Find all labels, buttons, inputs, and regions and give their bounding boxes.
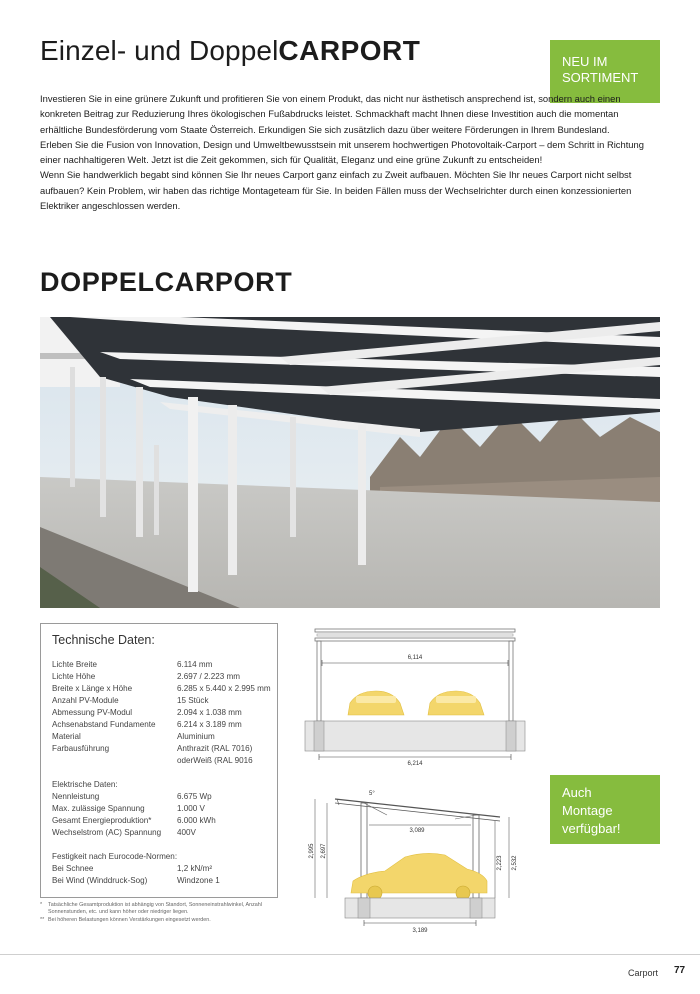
spec-row: [52, 803, 277, 815]
roof-angle-label: 5°: [369, 791, 375, 797]
spec-row: [52, 755, 277, 767]
side-depth-axes-label: 3,189: [412, 928, 428, 934]
height-front-label: 2,697: [321, 843, 327, 859]
spec-label: Breite x Länge x Höhe: [52, 684, 133, 693]
spec-row: [52, 707, 277, 719]
spec-row: [52, 659, 277, 671]
montage-line: Auch: [562, 785, 592, 800]
strength-heading: Festigkeit nach Eurocode-Normen:: [52, 852, 178, 861]
height-rear-label: 2,223: [497, 855, 503, 871]
spec-value: 1,2 kN/m²: [177, 864, 213, 873]
spec-label: Farbausführung: [52, 744, 110, 753]
montage-line: Montage: [562, 803, 613, 818]
page-number: 77: [674, 965, 686, 976]
spec-value: 400V: [177, 828, 196, 837]
spec-row: [52, 815, 277, 827]
spec-row: [52, 827, 277, 839]
spec-label: Achsenabstand Fundamente: [52, 720, 156, 729]
montage-line: verfügbar!: [562, 821, 621, 836]
spec-label: Bei Wind (Winddruck-Sog): [52, 876, 148, 885]
spec-value: 15 Stück: [177, 696, 209, 705]
technical-data-box: [40, 623, 278, 898]
page-title: [40, 34, 420, 68]
front-axes-width-label: 6,214: [407, 761, 423, 767]
spec-row: [52, 683, 277, 695]
spec-label: Wechselstrom (AC) Spannung: [52, 828, 162, 837]
spec-value: 6.000 kWh: [177, 816, 216, 825]
footnote-mark: **: [40, 916, 45, 923]
spec-value: 2.697 / 2.223 mm: [177, 672, 240, 681]
spec-value: Anthrazit (RAL 7016): [177, 744, 253, 753]
height-total-label: 2,995: [309, 843, 315, 859]
spec-value: 1.000 V: [177, 804, 205, 813]
intro-paragraph: Erleben Sie die Fusion von Innovation, Design und Umweltbewusstsein mit unserem hochwertigen Photovoltaik-Carport – dem Schritt in Richtung einer nachhaltigeren Welt. Jetzt ist die Zeit gekommen, sich für Qualität, Eleganz und eine grüne Zukunft zu entscheiden!: [40, 138, 644, 166]
spec-label: Nennleistung: [52, 792, 100, 801]
spec-row: [52, 791, 277, 803]
spec-label: Max. zulässige Spannung: [52, 804, 145, 813]
spec-row: [52, 863, 277, 875]
spec-label: Lichte Breite: [52, 660, 97, 669]
spec-label: [52, 755, 177, 767]
title-bold: CARPORT: [278, 35, 421, 66]
carport-photo: [40, 317, 660, 608]
intro-text: [40, 91, 658, 213]
spec-value: 6.214 x 3.189 mm: [177, 720, 242, 729]
spec-row: [52, 743, 277, 755]
spec-value: oderWeiß (RAL 9016: [177, 756, 253, 765]
spec-label: Lichte Höhe: [52, 672, 96, 681]
side-depth-top-label: 3,089: [409, 828, 425, 834]
car-right-icon: [428, 691, 484, 715]
spec-value: 2.094 x 1.038 mm: [177, 708, 242, 717]
footnotes: [40, 902, 278, 924]
spec-row: [52, 719, 277, 731]
car-side-icon: [351, 853, 487, 900]
footnote: [40, 902, 278, 917]
title-light: Einzel- und Doppel: [40, 35, 279, 66]
specs-heading: Technische Daten:: [52, 633, 155, 647]
intro-paragraph: Wenn Sie handwerklich begabt sind können Sie Ihr neues Carport ganz einfach zu Zweit aufbauen. Möchten Sie Ihr neues Carport nicht selbst aufbauen? Kein Problem, wir haben das richtige Montageteam für Sie. In beiden Fällen muss der Wechselrichter durch einen konzessionierten Elektriker angeschlossen werden.: [40, 169, 632, 212]
footnote-text: Bei höheren Belastungen können Verstärkungen eingesetzt werden.: [48, 916, 211, 923]
spec-value: Aluminium: [177, 732, 215, 741]
spec-value: Windzone 1: [177, 876, 220, 885]
spec-label: Abmessung PV-Modul: [52, 708, 133, 717]
footnote: [40, 917, 278, 924]
front-clear-width-label: 6,114: [407, 655, 423, 661]
spec-row: [52, 875, 277, 887]
spec-label: Material: [52, 732, 81, 741]
spec-value: 6.114 mm: [177, 660, 213, 669]
montage-available-badge: [550, 775, 660, 844]
footnote-mark: *: [40, 902, 43, 908]
car-left-icon: [348, 691, 404, 715]
front-view-drawing: [300, 623, 530, 768]
section-title: DOPPELCARPORT: [40, 267, 293, 297]
spec-row: [52, 731, 277, 743]
side-view-drawing: [295, 785, 535, 940]
spec-row: [52, 671, 277, 683]
electric-heading: Elektrische Daten:: [52, 780, 118, 789]
height-rear-total-label: 2,532: [512, 855, 518, 871]
spec-value: 6.285 x 5.440 x 2.995 mm: [177, 684, 271, 693]
intro-paragraph: Investieren Sie in eine grünere Zukunft und profitieren Sie von einem Produkt, das nicht nur ästhetisch ansprechend ist, sondern auch einen konkreten Beitrag zur Reduzierung Ihres ökologischen Fußabdrucks leistet. Schmackhaft macht Ihnen diese Investition auch die momentan erhältliche Bundesförderung vom Staate Österreich. Erkundigen Sie sich zusätzlich dazu über weitere Förderungen in Ihrem Bundesland.: [40, 93, 621, 135]
spec-label: Anzahl PV-Module: [52, 696, 119, 705]
footer-divider: [0, 954, 700, 955]
footer-section-label: Carport: [628, 968, 659, 978]
spec-label: Gesamt Energieproduktion*: [52, 816, 152, 825]
spec-value: 6.675 Wp: [177, 792, 212, 801]
new-in-range-badge: NEU IM SORTIMENT: [550, 40, 660, 103]
spec-label: Bei Schnee: [52, 864, 94, 873]
spec-row: [52, 695, 277, 707]
footnote-text: Tatsächliche Gesamtproduktion ist abhängig von Standort, Sonneneinstrahlwinkel, Anzahl Sonnenstunden, etc. und kann höher oder niedriger liegen.: [48, 902, 262, 916]
